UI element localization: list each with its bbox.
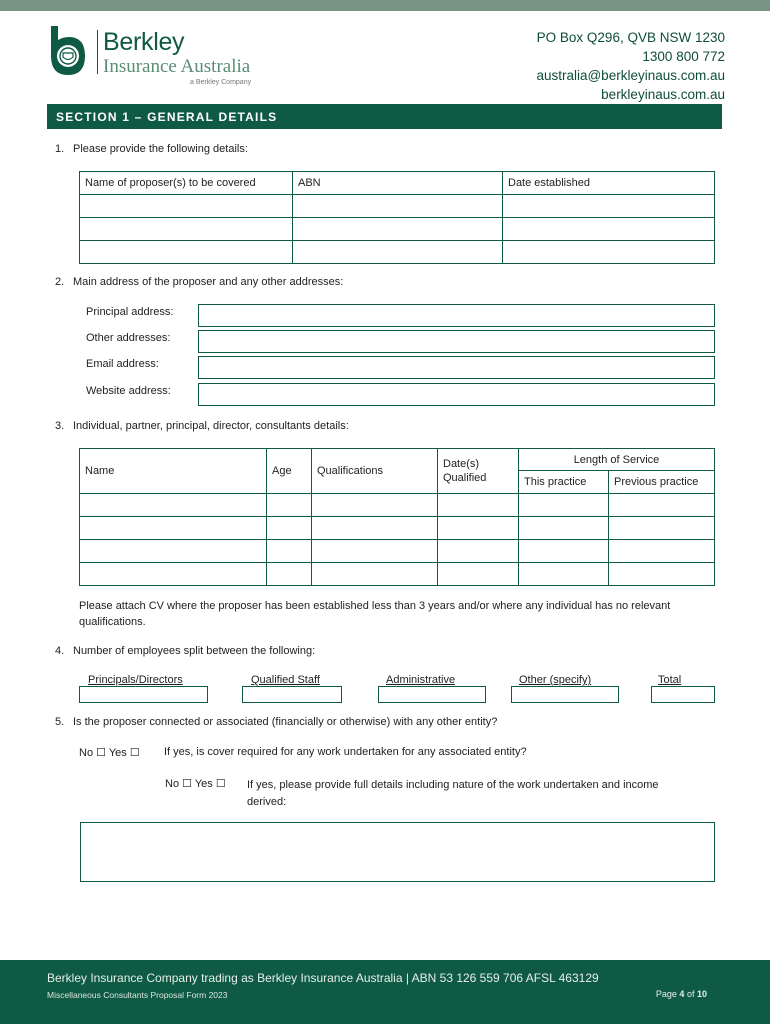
question-1-text: Please provide the following details: bbox=[73, 143, 248, 155]
table-row bbox=[80, 494, 715, 517]
contact-block bbox=[536, 28, 725, 104]
proposer-table bbox=[79, 171, 715, 264]
col-header-age: Age bbox=[267, 449, 312, 494]
table-row bbox=[80, 218, 715, 241]
contact-email[interactable]: australia@berkleyinaus.com.au bbox=[536, 68, 725, 83]
question-5 bbox=[55, 716, 498, 728]
principal-address-label: Principal address: bbox=[86, 306, 174, 318]
col-header-date-established: Date established bbox=[503, 172, 715, 195]
question-5-number: 5. bbox=[55, 716, 65, 728]
col-header-this-practice: This practice bbox=[519, 471, 609, 494]
qualified-staff-label: Qualified Staff bbox=[251, 674, 320, 686]
website-address-field[interactable] bbox=[198, 383, 715, 406]
total-label: Total bbox=[658, 674, 682, 686]
question-4-number: 4. bbox=[55, 645, 65, 657]
table-row bbox=[80, 195, 715, 218]
associated-no-yes-checkboxes[interactable]: No ☐ Yes ☐ bbox=[79, 747, 140, 759]
page-word: Page bbox=[655, 989, 677, 999]
followup-2-text: If yes, please provide full details including nature of the work undertaken and income derived: bbox=[247, 779, 659, 808]
col-header-date-qualified: Date(s) Qualified bbox=[438, 449, 519, 494]
associated-details-field[interactable] bbox=[80, 822, 715, 882]
question-2-text: Main address of the proposer and any other addresses: bbox=[73, 276, 344, 288]
table-row bbox=[80, 241, 715, 264]
email-address-field[interactable] bbox=[198, 356, 715, 379]
brand-logo bbox=[47, 24, 277, 90]
page-number bbox=[656, 989, 707, 999]
question-4 bbox=[55, 645, 316, 657]
logo-divider bbox=[97, 30, 98, 74]
question-1-number: 1. bbox=[55, 143, 65, 155]
section-title: SECTION 1 – GENERAL DETAILS bbox=[47, 104, 722, 129]
question-4-text: Number of employees split between the following: bbox=[73, 645, 316, 657]
question-3 bbox=[55, 420, 349, 432]
website-address-label: Website address: bbox=[86, 385, 171, 397]
cv-note: Please attach CV where the proposer has been established less than 3 years and/or where any individual has no relevant qualifications. bbox=[79, 600, 671, 628]
consultants-table bbox=[79, 448, 715, 586]
administrative-field[interactable] bbox=[378, 686, 486, 703]
page-current: 4 bbox=[679, 989, 685, 999]
question-2-number: 2. bbox=[55, 276, 65, 288]
other-addresses-field[interactable] bbox=[198, 330, 715, 353]
contact-web[interactable]: berkleyinaus.com.au bbox=[601, 87, 725, 102]
followup-1-text: If yes, is cover required for any work undertaken for any associated entity? bbox=[164, 746, 527, 758]
col-header-name: Name bbox=[80, 449, 267, 494]
footer-company-line: Berkley Insurance Company trading as Berkley Insurance Australia | ABN 53 126 559 706 AFSL 463129 bbox=[47, 971, 599, 985]
top-bar bbox=[0, 0, 770, 11]
total-field[interactable] bbox=[651, 686, 715, 703]
email-address-label: Email address: bbox=[86, 358, 159, 370]
brand-name: Berkley bbox=[103, 28, 185, 56]
question-5-text: Is the proposer connected or associated (financially or otherwise) with any other entity? bbox=[73, 716, 498, 728]
question-3-text: Individual, partner, principal, director, consultants details: bbox=[73, 420, 349, 432]
brand-subname: Insurance Australia bbox=[103, 56, 251, 77]
table-row bbox=[80, 540, 715, 563]
contact-phone: 1300 800 772 bbox=[642, 49, 725, 64]
other-specify-field[interactable] bbox=[511, 686, 619, 703]
table-row bbox=[80, 517, 715, 540]
administrative-label: Administrative bbox=[386, 674, 456, 686]
col-header-length-of-service: Length of Service bbox=[519, 449, 715, 471]
qualified-staff-field[interactable] bbox=[242, 686, 342, 703]
other-specify-label: Other (specify) bbox=[519, 674, 592, 686]
other-addresses-label: Other addresses: bbox=[86, 332, 171, 344]
principals-field[interactable] bbox=[79, 686, 208, 703]
question-2 bbox=[55, 276, 344, 288]
page-of: of bbox=[686, 989, 695, 999]
berkley-logo-icon bbox=[47, 26, 89, 76]
col-header-qualifications: Qualifications bbox=[312, 449, 438, 494]
table-row bbox=[80, 563, 715, 586]
col-header-abn: ABN bbox=[293, 172, 503, 195]
principals-label: Principals/Directors bbox=[88, 674, 183, 686]
contact-address: PO Box Q296, QVB NSW 1230 bbox=[536, 30, 725, 45]
page-total: 10 bbox=[696, 989, 707, 999]
principal-address-field[interactable] bbox=[198, 304, 715, 327]
question-3-number: 3. bbox=[55, 420, 65, 432]
footer bbox=[0, 960, 770, 1024]
col-header-proposer-name: Name of proposer(s) to be covered bbox=[80, 172, 293, 195]
col-header-previous-practice: Previous practice bbox=[609, 471, 715, 494]
brand-tagline: a Berkley Company bbox=[190, 79, 252, 86]
question-1 bbox=[55, 143, 248, 155]
footer-form-name: Miscellaneous Consultants Proposal Form 2023 bbox=[47, 990, 228, 1000]
cover-no-yes-checkboxes[interactable]: No ☐ Yes ☐ bbox=[165, 778, 226, 790]
